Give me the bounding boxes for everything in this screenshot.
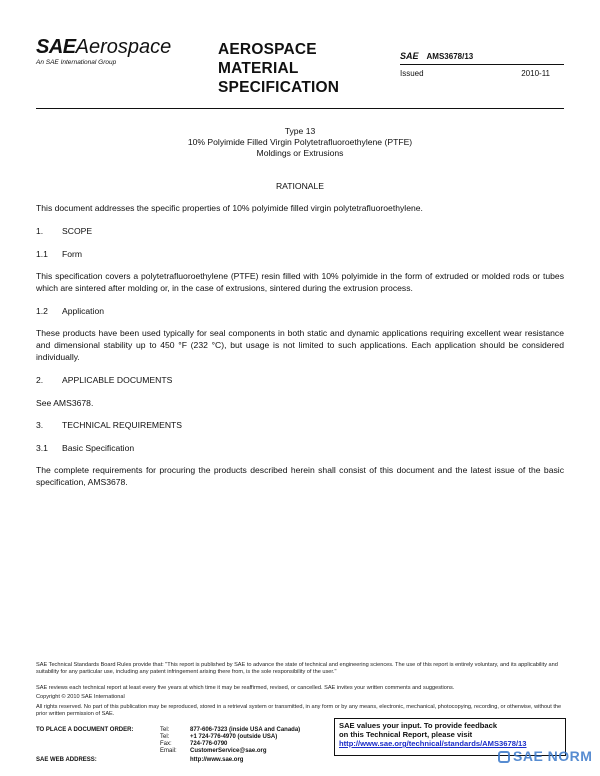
feedback-link[interactable]: http://www.sae.org/technical/standards/AMS3678/13 — [339, 739, 527, 748]
watermark-logo-icon — [498, 751, 510, 763]
section-2-text: See AMS3678. — [36, 398, 94, 408]
section-number: 1.1 — [36, 249, 48, 259]
section-number: 1. — [36, 226, 44, 236]
contact-label: Email: — [160, 748, 177, 754]
title-type: Type 13 — [284, 126, 316, 136]
section-title: APPLICABLE DOCUMENTS — [62, 375, 173, 385]
header-divider — [36, 108, 564, 109]
section-number: 1.2 — [36, 306, 48, 316]
spec-title-line: AEROSPACE — [218, 41, 317, 58]
issued-label: Issued — [400, 69, 424, 78]
sae-mark: SAE — [400, 51, 419, 61]
order-label: TO PLACE A DOCUMENT ORDER: — [36, 727, 134, 733]
section-title: Basic Specification — [62, 443, 135, 453]
title-line3: Moldings or Extrusions — [256, 148, 344, 158]
contact-value: 724-776-0790 — [190, 741, 228, 747]
footer-rights: All rights reserved. No part of this publication may be reproduced, stored in a retrieval system or transmitted, in any form or by any means, electronic, mechanical, photocopying, recording, or otherwise, without the prior written permission of SAE. — [36, 704, 562, 718]
section-1-2-text: These products have been used typically for seal components in both static and dynamic applications requiring excellent wear resistance and dimensional stability up to 450 °F (232 °C), but usage is not limited to such applications. Each application should be considered individually. — [36, 328, 564, 362]
section-1-heading — [36, 226, 92, 236]
footer-copyright: Copyright © 2010 SAE International — [36, 694, 125, 700]
title-line2: 10% Polyimide Filled Virgin Polytetrafluoroethylene (PTFE) — [187, 137, 413, 147]
spec-title-line: SPECIFICATION — [218, 79, 340, 96]
logo-sae-text: SAE — [36, 36, 76, 58]
section-number: 2. — [36, 375, 44, 385]
contact-email-link[interactable]: CustomerService@sae.org — [190, 748, 267, 754]
contact-label: Tel: — [160, 734, 170, 740]
spec-title — [218, 40, 339, 97]
rationale-text: This document addresses the specific properties of 10% polyimide filled virgin polytetrafluoroethylene. — [36, 203, 423, 213]
section-2-heading — [36, 375, 172, 385]
spec-title-line: MATERIAL — [218, 60, 299, 77]
web-link[interactable]: http://www.sae.org — [190, 757, 244, 763]
section-3-1-text: The complete requirements for procuring the products described herein shall consist of this document and the latest issue of the basic specification, AMS3678. — [36, 465, 564, 487]
document-title — [36, 126, 564, 159]
contact-value: 877-606-7323 (inside USA and Canada) — [190, 727, 301, 733]
issued-date: 2010-11 — [521, 69, 550, 78]
section-3-heading — [36, 420, 182, 430]
section-number: 3.1 — [36, 443, 48, 453]
feedback-line2: on this Technical Report, please visit — [339, 730, 473, 739]
section-title: Form — [62, 249, 83, 259]
section-title: Application — [62, 306, 105, 316]
section-1-2-heading — [36, 306, 104, 316]
section-number: 3. — [36, 420, 44, 430]
footer-review-notice: SAE reviews each technical report at least every five years at which time it may be reaffirmed, revised, or cancelled. SAE invites your written comments and suggestions. — [36, 685, 455, 691]
logo-tagline: An SAE International Group — [36, 59, 117, 66]
contact-label: Tel: — [160, 727, 170, 733]
document-id-block — [400, 48, 564, 78]
feedback-line1: SAE values your input. To provide feedback — [339, 721, 498, 730]
contact-value: +1 724-776-4970 (outside USA) — [190, 734, 278, 740]
web-address — [36, 757, 243, 763]
rationale-heading: RATIONALE — [275, 181, 325, 191]
contact-label: Fax: — [160, 741, 172, 747]
section-title: SCOPE — [62, 226, 93, 236]
section-3-1-heading — [36, 443, 134, 453]
sae-aerospace-logo — [36, 36, 196, 66]
logo-aerospace-text: Aerospace — [75, 36, 172, 58]
order-contacts — [36, 727, 300, 755]
watermark-text: SAE NORM — [513, 748, 593, 764]
section-1-1-text: This specification covers a polytetrafluoroethylene (PTFE) resin filled with 10% polyimide in the form of extruded or molded rods or tubes which are sintered after molding or, in the case of extrusions, sintered during the extrusion process. — [36, 271, 564, 293]
footer-notice: SAE Technical Standards Board Rules provide that: "This report is published by SAE to advance the state of technical and engineering sciences. The use of this report is entirely voluntary, and its applicability and suitability for any particular use, including any patent infringement arising there from, is the sole responsibility of the user." — [36, 662, 558, 676]
web-label: SAE WEB ADDRESS: — [36, 757, 97, 763]
watermark — [498, 748, 592, 764]
section-title: TECHNICAL REQUIREMENTS — [62, 420, 183, 430]
section-1-1-heading — [36, 249, 82, 259]
document-number: AMS3678/13 — [426, 51, 474, 61]
header-rule — [400, 64, 564, 65]
